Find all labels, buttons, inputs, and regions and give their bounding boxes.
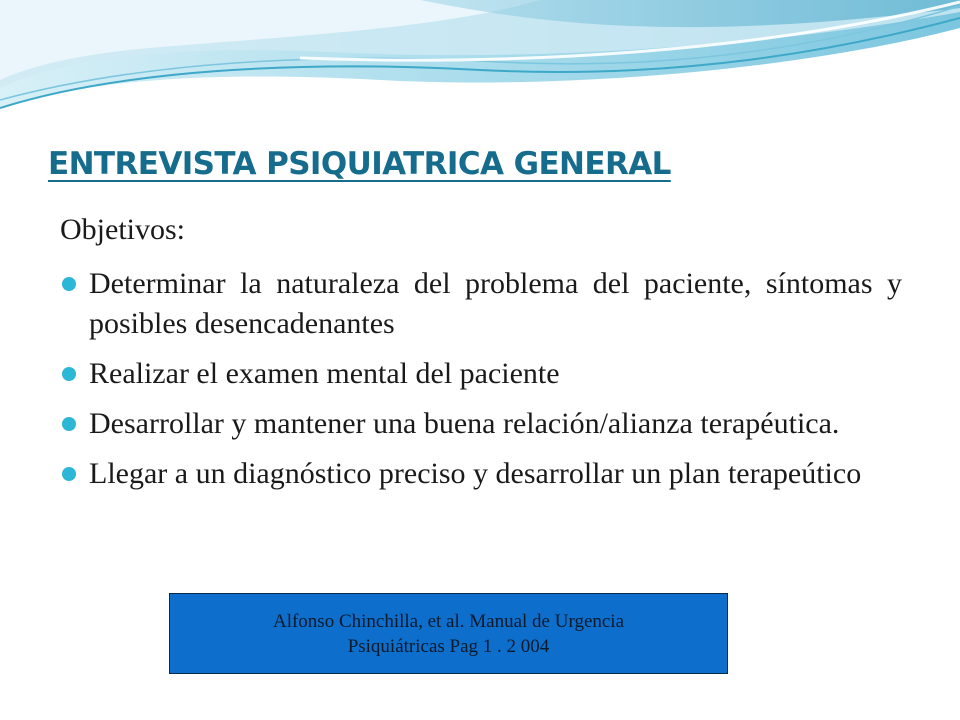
list-item [60,404,902,444]
list-item-text: Llegar a un diagnóstico preciso y desarrollar un plan terapeútico [89,457,862,490]
bullet-dot-icon [62,417,76,431]
list-item-text: Realizar el examen mental del paciente [89,357,560,390]
list-item-text: Determinar la naturaleza del problema del paciente, síntomas y posibles desencadenantes [89,267,902,340]
objectives-heading: Objetivos: [60,213,185,246]
list-item [60,354,902,394]
citation-line-2: Psiquiátricas Pag 1 . 2 004 [347,635,550,657]
objectives-list [60,264,902,504]
list-item-text: Desarrollar y mantener una buena relación/alianza terapéutica. [89,407,840,440]
bullet-dot-icon [62,277,76,291]
bullet-dot-icon [62,367,76,381]
header-wave-decoration [0,0,960,120]
list-item [60,454,902,494]
citation-line-1: Alfonso Chinchilla, et al. Manual de Urgencia [272,610,625,632]
citation-box [169,593,728,674]
slide-title: ENTREVISTA PSIQUIATRICA GENERAL [48,146,671,182]
bullet-dot-icon [62,467,76,481]
list-item [60,264,902,344]
